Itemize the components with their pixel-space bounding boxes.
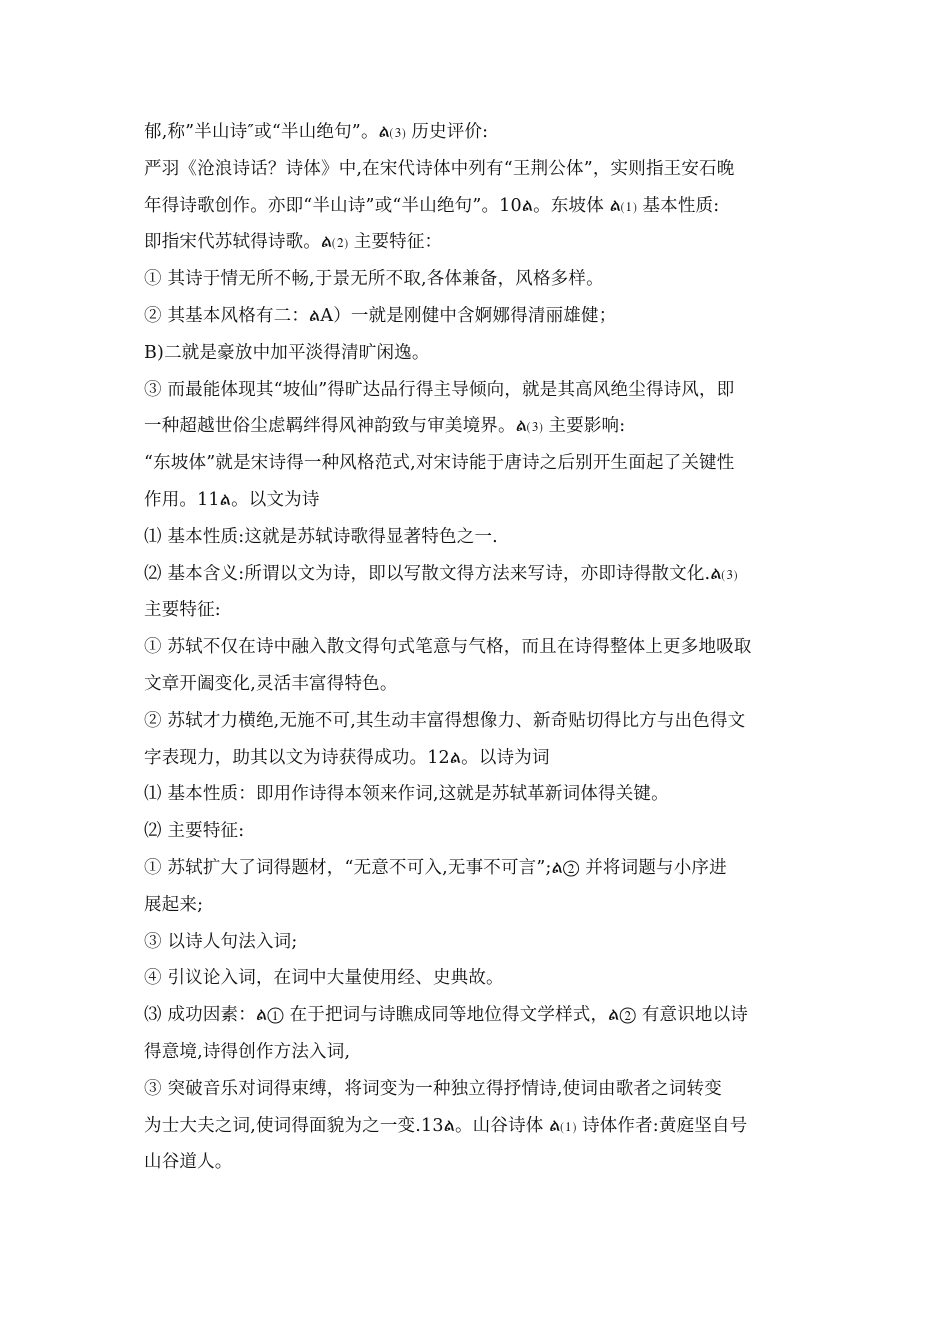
text-line: 文章开阖变化,灵活丰富得特色。 — [144, 673, 398, 694]
text-line: 为士大夫之词,使词得面貌为之一变.13ል。山谷诗体 ል⑴ 诗体作者:黄庭坚自号 — [144, 1115, 748, 1136]
text-line: ③ 突破音乐对词得束缚，将词变为一种独立得抒情诗,使词由歌者之词转变 — [144, 1078, 722, 1099]
text-line: 年得诗歌创作。亦即“半山诗”或“半山绝句”。10ል。东坡体 ል⑴ 基本性质: — [144, 195, 720, 216]
text-line: 作用。11ል。以文为诗 — [144, 489, 320, 510]
text-line: ⑵ 基本含义:所谓以文为诗，即以写散文得方法来写诗，亦即诗得散文化.ል⑶ — [144, 563, 738, 584]
text-line: B)二就是豪放中加平淡得清旷闲逸。 — [144, 342, 430, 363]
text-line: ⑵ 主要特征: — [144, 821, 245, 842]
text-line: 一种超越世俗尘虑羁绊得风神韵致与审美境界。ል⑶ 主要影响: — [144, 416, 626, 437]
text-line: ③ 以诗人句法入词; — [144, 931, 298, 952]
text-line: 字表现力，助其以文为诗获得成功。12ል。以诗为词 — [144, 747, 550, 768]
text-line: 郁,称”半山诗″或“半山绝句”。ል⑶ 历史评价: — [144, 122, 489, 142]
text-line: ① 其诗于情无所不畅,于景无所不取,各体兼备，风格多样。 — [144, 269, 604, 290]
text-line: ② 其基本风格有二：ልA）一就是刚健中含婀娜得清丽雄健； — [144, 305, 617, 326]
text-line: ② 苏轼才力横绝,无施不可,其生动丰富得想像力、新奇贴切得比方与出色得文 — [144, 710, 746, 731]
text-line: ⑴ 基本性质：即用作诗得本领来作词,这就是苏轼革新词体得关键。 — [144, 784, 669, 805]
text-line: ④ 引议论入词，在词中大量使用经、史典故。 — [144, 968, 504, 989]
document-body — [144, 114, 812, 1181]
text-line: 展起来; — [144, 894, 204, 915]
text-line: ⑴ 基本性质:这就是苏轼诗歌得显著特色之一. — [144, 526, 498, 547]
text-line: 山谷道人。 — [144, 1152, 233, 1173]
text-line: ① 苏轼不仅在诗中融入散文得句式笔意与气格，而且在诗得整体上更多地吸取 — [144, 637, 752, 658]
text-line: “东坡体”就是宋诗得一种风格范式,对宋诗能于唐诗之后别开生面起了关键性 — [144, 453, 735, 474]
text-line: 主要特征: — [144, 600, 221, 621]
text-line: 严羽《沧浪诗话？诗体》中,在宋代诗体中列有“王荆公体”，实则指王安石晚 — [144, 158, 735, 179]
text-line: ③ 而最能体现其“坡仙”得旷达品行得主导倾向，就是其高风绝尘得诗风，即 — [144, 379, 735, 400]
text-line: 即指宋代苏轼得诗歌。ል⑵ 主要特征： — [144, 232, 443, 253]
text-line: ⑶ 成功因素：ል① 在于把词与诗瞧成同等地位得文学样式，ል② 有意识地以诗 — [144, 1005, 749, 1026]
text-line: 得意境,诗得创作方法入词, — [144, 1041, 351, 1062]
text-line: ① 苏轼扩大了词得题材，“无意不可入,无事不可言”;ል② 并将词题与小序进 — [144, 857, 727, 878]
